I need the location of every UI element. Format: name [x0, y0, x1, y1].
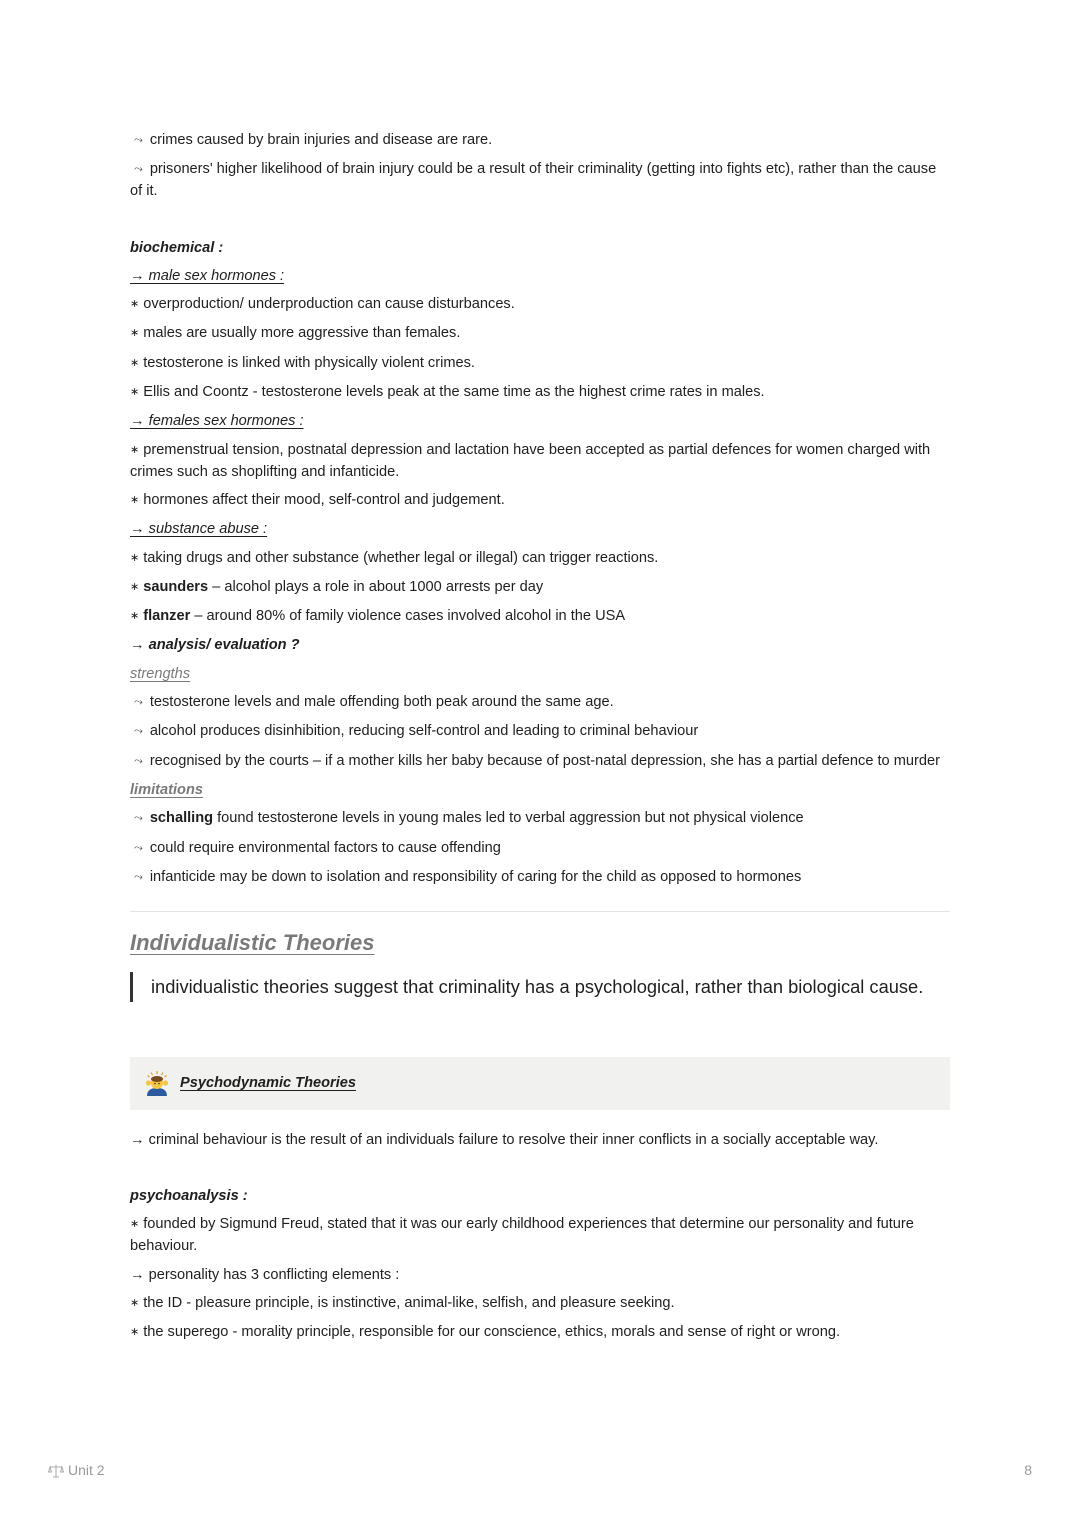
- list-item-text: taking drugs and other substance (whether legal or illegal) can trigger reactions.: [143, 549, 659, 566]
- list-item: [130, 294, 950, 316]
- list-item: [130, 808, 950, 830]
- list-item-text: found testosterone levels in young males led to verbal aggression but not physical violence: [213, 810, 804, 827]
- squiggle-arrow-icon: ⤳: [134, 870, 143, 883]
- spacer: [130, 210, 950, 238]
- list-item-text: – alcohol plays a role in about 1000 arrests per day: [208, 578, 544, 595]
- bullet-icon: ∗: [130, 1218, 140, 1231]
- bullet-icon: ∗: [130, 493, 140, 506]
- bullet-icon: ∗: [130, 386, 140, 399]
- list-item: [130, 1322, 950, 1344]
- list-item-text: testosterone levels and male offending both peak around the same age.: [149, 694, 614, 711]
- researcher-name: schalling: [149, 810, 214, 827]
- researcher-name: flanzer: [143, 608, 191, 625]
- bullet-icon: ∗: [130, 610, 140, 623]
- page-content: [130, 130, 950, 1352]
- bullet-icon: ∗: [130, 327, 140, 340]
- list-item: [130, 721, 950, 743]
- list-item: [130, 606, 950, 628]
- subheading-male-sex-hormones: → male sex hormones :: [130, 267, 285, 284]
- section-heading-psychoanalysis: psychoanalysis :: [130, 1188, 248, 1205]
- divider: [130, 911, 950, 912]
- list-item: [130, 440, 950, 483]
- list-item-text: Ellis and Coontz - testosterone levels peak at the same time as the highest crime rates in males.: [143, 384, 765, 401]
- page-number: 8: [1024, 1462, 1032, 1478]
- list-item-text: alcohol produces disinhibition, reducing self-control and leading to criminal behaviour: [149, 723, 699, 740]
- list-item-text: – around 80% of family violence cases involved alcohol in the USA: [190, 608, 626, 625]
- thinking-person-emoji-icon: [144, 1070, 170, 1096]
- squiggle-arrow-icon: ⤳: [134, 754, 143, 767]
- squiggle-arrow-icon: ⤳: [134, 134, 143, 146]
- section-title-individualistic-theories: Individualistic Theories: [130, 929, 375, 955]
- subheading-female-sex-hormones: → females sex hormones :: [130, 413, 304, 430]
- list-item-text: crimes caused by brain injuries and disease are rare.: [149, 132, 493, 148]
- list-item: [130, 867, 950, 889]
- section-heading-biochemical: biochemical :: [130, 239, 224, 256]
- bullet-icon: ∗: [130, 551, 140, 564]
- list-item: [130, 159, 950, 202]
- list-item-text: prisoners' higher likelihood of brain injury could be a result of their criminality (getting into fights etc), rather than the cause of it.: [130, 161, 937, 200]
- list-item: [130, 577, 950, 599]
- bullet-icon: ∗: [130, 443, 140, 456]
- analysis-heading: [130, 635, 950, 656]
- footer-unit: [48, 1460, 105, 1481]
- list-item: [130, 1293, 950, 1315]
- list-item: [130, 1214, 950, 1257]
- list-item-text: males are usually more aggressive than females.: [143, 325, 461, 342]
- callout-title: Psychodynamic Theories: [180, 1074, 357, 1091]
- bullet-icon: ∗: [130, 298, 140, 311]
- list-item-text: overproduction/ underproduction can cause disturbances.: [143, 296, 515, 313]
- list-item: [130, 490, 950, 512]
- researcher-name: saunders: [143, 578, 209, 595]
- intro-text: → criminal behaviour is the result of an individuals failure to resolve their inner conflicts in a socially acceptable way.: [130, 1131, 879, 1148]
- list-item: [130, 130, 950, 152]
- list-item-text: recognised by the courts – if a mother kills her baby because of post-natal depression, she has a partial defence to murder: [149, 752, 940, 769]
- bullet-icon: ∗: [130, 356, 140, 369]
- personality-elements-heading: → personality has 3 conflicting elements :: [130, 1266, 400, 1283]
- subheading-substance-abuse: → substance abuse :: [130, 521, 268, 538]
- list-item: [130, 751, 950, 773]
- bullet-icon: ∗: [130, 580, 140, 593]
- squiggle-arrow-icon: ⤳: [134, 812, 143, 825]
- squiggle-arrow-icon: ⤳: [134, 841, 143, 854]
- list-item-text: the ID - pleasure principle, is instinctive, animal-like, selfish, and pleasure seeking.: [143, 1295, 675, 1312]
- list-item: [130, 323, 950, 345]
- bullet-icon: ∗: [130, 1297, 140, 1310]
- blockquote: individualistic theories suggest that criminality has a psychological, rather than biological cause.: [130, 972, 950, 1002]
- arrow-icon: →: [130, 637, 149, 654]
- analysis-label: analysis/ evaluation ?: [148, 637, 300, 654]
- list-item-text: premenstrual tension, postnatal depression and lactation have been accepted as partial defences for women charged with crimes such as shoplifting and infanticide.: [130, 441, 931, 480]
- squiggle-arrow-icon: ⤳: [134, 163, 143, 176]
- list-item: [130, 692, 950, 714]
- squiggle-arrow-icon: ⤳: [134, 696, 143, 709]
- limitations-label: limitations: [130, 781, 203, 798]
- list-item-text: infanticide may be down to isolation and responsibility of caring for the child as opposed to hormones: [149, 868, 802, 885]
- bullet-icon: ∗: [130, 1326, 140, 1339]
- callout-psychodynamic-theories: [130, 1057, 950, 1110]
- list-item: [130, 382, 950, 404]
- strengths-label: strengths: [130, 665, 191, 682]
- list-item-text: founded by Sigmund Freud, stated that it was our early childhood experiences that determine our personality and future behaviour.: [130, 1216, 914, 1255]
- squiggle-arrow-icon: ⤳: [134, 725, 143, 738]
- list-item: [130, 548, 950, 570]
- list-item-text: could require environmental factors to cause offending: [149, 839, 501, 856]
- list-item-text: hormones affect their mood, self-control and judgement.: [143, 491, 505, 508]
- footer-unit-label: Unit 2: [68, 1462, 105, 1478]
- list-item: [130, 838, 950, 860]
- spacer: [130, 1158, 950, 1186]
- list-item: [130, 353, 950, 375]
- list-item-text: the superego - morality principle, responsible for our conscience, ethics, morals and sense of right or wrong.: [143, 1324, 841, 1341]
- list-item-text: testosterone is linked with physically violent crimes.: [143, 354, 475, 371]
- scales-icon: [48, 1463, 64, 1479]
